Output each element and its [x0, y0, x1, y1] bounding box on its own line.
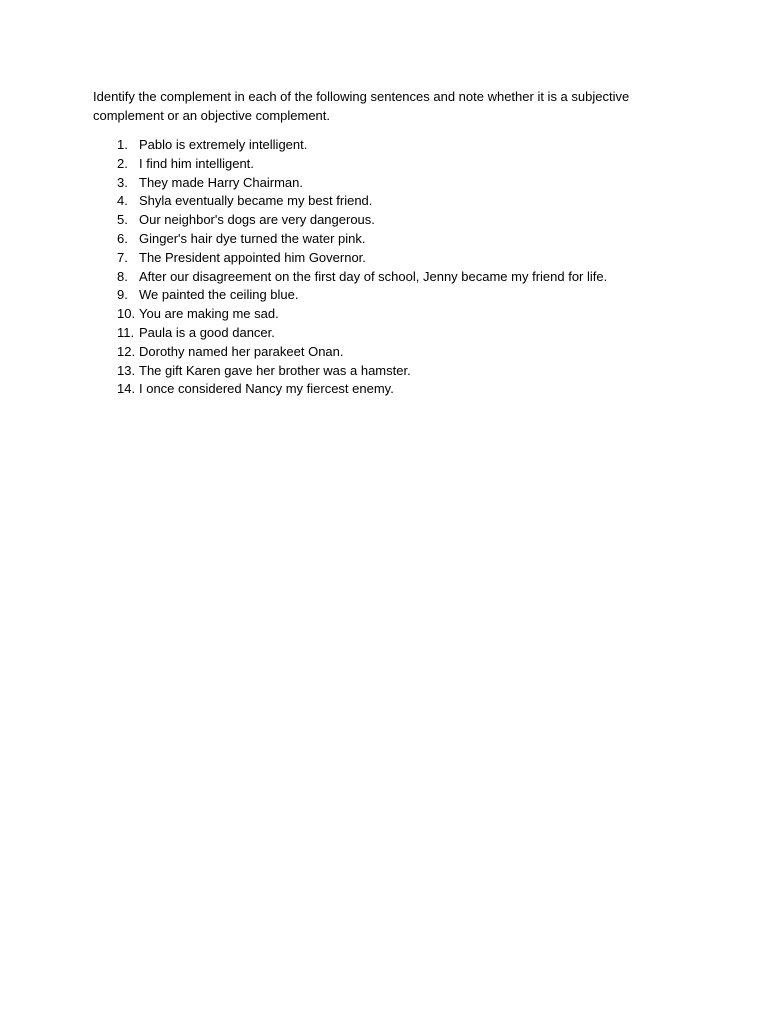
item-number: 7.: [117, 249, 128, 265]
item-text: I once considered Nancy my fiercest enemy.: [139, 381, 394, 397]
item-number: 3.: [117, 174, 128, 190]
list-item: [93, 286, 693, 305]
item-text: Pablo is extremely intelligent.: [139, 137, 308, 152]
item-number: 11.: [117, 324, 135, 340]
item-text: You are making me sad.: [139, 306, 279, 322]
item-text: They made Harry Chairman.: [139, 174, 303, 190]
list-item: [93, 230, 693, 249]
item-number: 10.: [117, 306, 136, 322]
item-text: I find him intelligent.: [139, 155, 254, 171]
item-number: 9.: [117, 287, 128, 303]
item-number: 14.: [117, 381, 136, 397]
item-text: We painted the ceiling blue.: [139, 287, 299, 303]
item-text: After our disagreement on the first day of school, Jenny became my friend for life.: [139, 268, 608, 284]
item-text: Ginger's hair dye turned the water pink.: [139, 230, 366, 246]
list-item: [93, 268, 693, 287]
list-item: [93, 324, 693, 343]
item-number: 4.: [117, 193, 128, 209]
list-item: [93, 343, 693, 362]
item-text: Paula is a good dancer.: [139, 324, 275, 340]
list-item: [93, 192, 693, 211]
item-number: 6.: [117, 230, 128, 246]
list-item: [93, 136, 693, 155]
item-text: Our neighbor's dogs are very dangerous.: [139, 212, 375, 228]
list-item: [93, 155, 693, 174]
list-item: [93, 305, 693, 324]
item-text: Shyla eventually became my best friend.: [139, 193, 373, 209]
item-number: 1.: [117, 137, 128, 152]
item-text: Dorothy named her parakeet Onan.: [139, 343, 344, 359]
list-item: [93, 380, 693, 399]
instructions-paragraph: Identify the complement in each of the following sentences and note whether it is a subjective complement or an objective complement.: [93, 89, 630, 123]
item-text: The President appointed him Governor.: [139, 249, 366, 265]
list-item: [93, 211, 693, 230]
list-item: [93, 174, 693, 193]
item-number: 2.: [117, 155, 128, 171]
item-number: 12.: [117, 343, 136, 359]
item-number: 5.: [117, 212, 128, 228]
item-text: The gift Karen gave her brother was a hamster.: [139, 362, 411, 378]
list-item: [93, 362, 693, 381]
question-list: [93, 136, 693, 399]
item-number: 13.: [117, 362, 136, 378]
list-item: [93, 249, 693, 268]
item-number: 8.: [117, 268, 128, 284]
